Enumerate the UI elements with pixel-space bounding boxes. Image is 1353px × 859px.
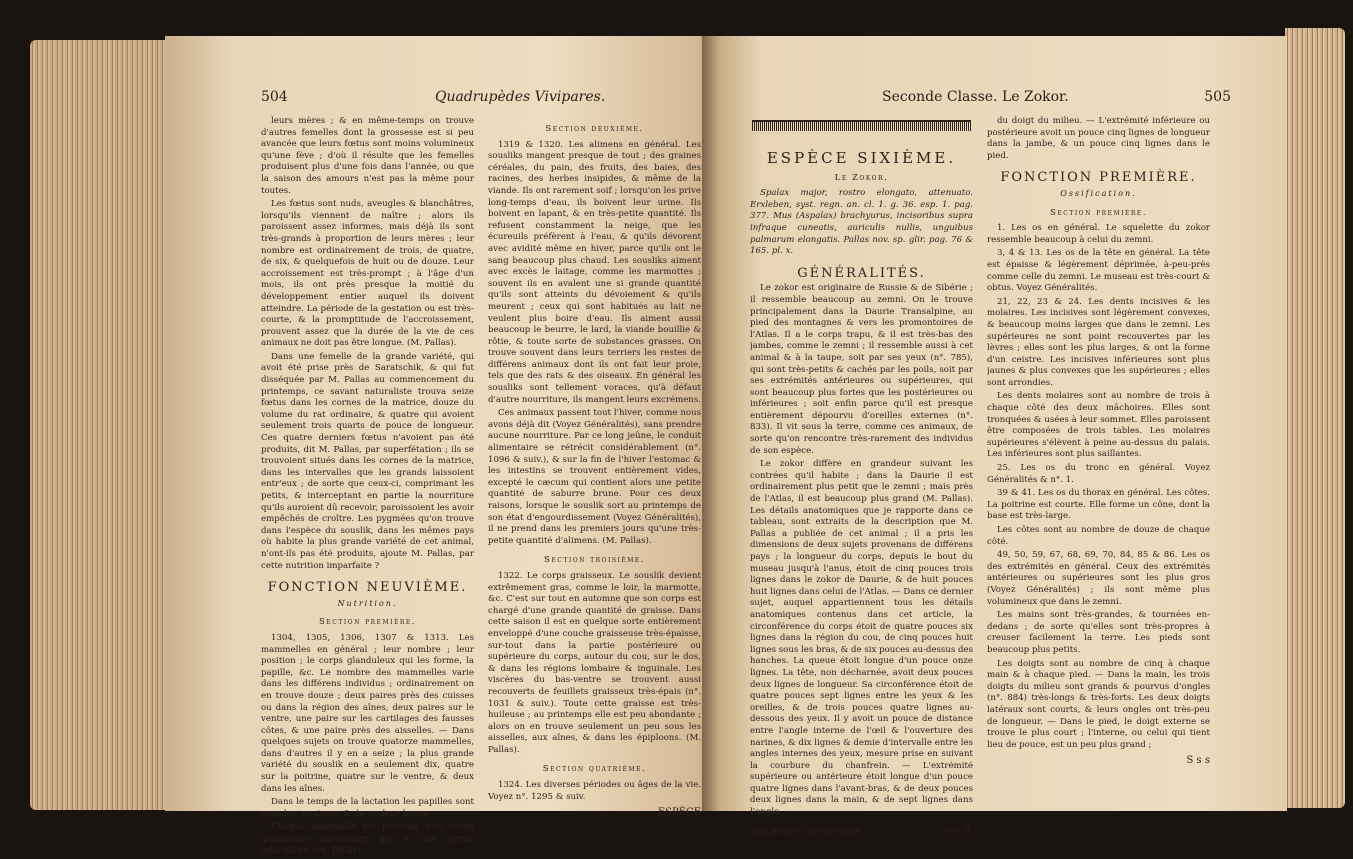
left-column-2 xyxy=(488,116,701,859)
footer-title: Syst. anatom. des Animaux. xyxy=(750,825,863,835)
paragraph: 1. Les os en général. Le squelette du zokor ressemble beaucoup à celui du zemni. xyxy=(987,223,1210,245)
paragraph: Les doigts sont au nombre de cinq à chaque main & à chaque pied. — Dans la main, les trois doigts du milieu sont grands & pourvus d'ongles (n°. 884) très-longs & très-forts. Les deux doigts latéraux sont courts, & leurs ongles ont très-peu de longueur. — Dans le pied, le doigt externe se trouve le plus court ; l'interne, ou celui qui tient lieu de pouce, est un peu plus grand ; xyxy=(987,658,1210,750)
paragraph: Les mains sont très-grandes, & tournées en-dedans ; de sorte qu'elles sont très-propres à creuser facilement la terre. Les pieds sont beaucoup plus petits. xyxy=(987,610,1210,655)
species-heading: ESPÈCE SIXIÈME. xyxy=(766,149,957,167)
function-heading: FONCTION NEUVIÈME. xyxy=(267,580,468,596)
paragraph: 21, 22, 23 & 24. Les dents incisives & les molaires. Les incisives sont légèrement convexes, & beaucoup moins larges que dans le zemni. Les supérieures ne sont point recouvertes par les lèvres ; elles sont les plus larges, & ont la forme d'un ceistre. Les incisives inférieures sont plus jaunes & plus convexes que les supérieures ; elles sont arrondies. xyxy=(987,296,1210,388)
paragraph: 1322. Le corps graisseux. Le souslik devient extrêmement gras, comme le loir, la marmotte, &c. C'est sur tout en automne que son corps est chargé d'une grande quantité de graisse. Dans cette saison il est en quelque sorte entièrement enveloppé d'une couche graisseuse très-épaisse, sur-tout dans la partie postérieure ou supérieure du corps, autour du cou, sur le dos, & dans les régions lombaire & inguinale. Les viscères du bas-ventre se trouvent aussi recouverts de feuillets graisseux très-épais (n°. 1031 & suiv.). Toute cette graisse est très-huileuse ; au printemps elle est peu abondante ; alors on en trouve seulement un peu sous les aisselles, aux aînes, & dans les épiploons. (M. Pallas). xyxy=(488,570,701,755)
paragraph: leurs mères ; & en même-temps on trouve d'autres femelles dont la grossesse est si peu avancée que leurs fœtus sont moins volumineux qu'une fève ; d'où il résulte que les femelles produisent plus d'une fois dans l'année, ou que la saison des amours n'est pas la même pour toutes. xyxy=(261,116,474,196)
paragraph: 1304, 1305, 1306, 1307 & 1313. Les mammelles en général ; leur nombre ; leur position ; le corps glanduleux qui les forme, la papille, &c. Le nombre des mammelles varie dans les différens individus ; ordinairement on en trouve douze ; deux paires près des cuisses ou dans la région des aînes, deux paires sur le ventre, une paire sur les cartilages des fausses côtes, & une paire près des aisselles. — Dans quelques sujets on trouve quatorze mammelles, dans d'autres il y en a seize ; la plus grande variété du souslik en a seulement dix, quatre sur la poitrine, quatre sur le ventre, & deux dans les aînes. xyxy=(261,632,474,794)
paragraph: du doigt du milieu. — L'extrémité inférieure ou postérieure avoit un pouce cinq lignes de longueur dans la jambe, & un pouce cinq lignes dans le pied. xyxy=(987,116,1210,161)
section-heading: Section deuxième. xyxy=(545,124,644,134)
open-book xyxy=(30,18,1345,856)
paragraph: 1324. Les diverses périodes ou âges de la vie. Voyez n°. 1295 & suiv. xyxy=(488,780,701,802)
paragraph: Les côtes sont au nombre de douze de chaque côté. xyxy=(987,525,1210,547)
paragraph: Le zokor diffère en grandeur suivant les contrées qu'il habite ; dans la Daurie il est ordinairement plus petit que le zemni ; mais près de l'Atlas, il est beaucoup plus grand (M. Pallas). Les détails anatomiques que je rapporte dans ce tableau, sont extraits de la description que M. Pallas a publiée de cet animal ; il a pris les dimensions de deux sujets provenans de différens pays ; la longueur du corps, depuis le bout du museau jusqu'à l'anus, étoit de cinq pouces trois lignes dans le zokor de Daurie, & de huit pouces huit lignes dans celui de l'Atlas. — Dans ce dernier sujet, auquel appartiennent tous les détails anatomiques contenus dans cet article, la circonférence du corps étoit de quatre pouces six lignes dans la région du cou, de cinq pouces huit lignes sous les bras, & de six pouces au-dessus des hanches. La queue étoit longue d'un pouce onze lignes. La tête, non décharnée, avoit deux pouces deux lignes de longueur. Sa circonférence étoit de quatre pouces sept lignes entre les yeux & les oreilles, & de trois pouces quatre lignes au-dessous des yeux. Il y avoit un pouce de distance entre l'angle interne de l'œil & l'ouverture des narines, & dix lignes & demie d'intervalle entre les angles internes des yeux, mesure prise en suivant la courbure du chanfrein. — L'extrémité supérieure ou antérieure étoit longue d'un pouce quatre lignes dans l'avant-bras, & de deux pouces deux lignes dans la main, & de sept lignes dans l'ongle xyxy=(750,459,973,818)
page-number-right: 505 xyxy=(1204,89,1231,105)
paragraph: 3, 4 & 13. Les os de la tête en général. La tête est épaisse & légèrement déprimée, à-peu-près comme celle du zemni. Le museau est très-court & obtus. Voyez Généralités. xyxy=(987,248,1210,294)
left-column-1 xyxy=(261,116,474,859)
paragraph: Les fœtus sont nuds, aveugles & blanchâtres, lorsqu'ils viennent de naître ; alors ils paroissent assez informes, mais déjà ils sont très-grands à proportion de leurs mères ; leur nombre est ordinairement de trois, de quatre, de six, & quelquefois de huit ou de douze. Leur accroissement est très-prompt ; à l'âge d'un mois, ils ont près presque la moitié du développement entier auquel ils doivent atteindre. La période de la gestation ou est très-courte, & la promptitude de l'accroissement, prouvent assez que la durée de la vie de ces animaux ne doit pas être longue. (M. Pallas). xyxy=(261,199,474,349)
right-column-1 xyxy=(750,116,973,836)
paragraph: 49, 50, 59, 67, 68, 69, 70, 84, 85 & 86. Les os des extrémités en général. Ceux des extrémités antérieures ou supérieures sont les plus gros (Voyez Généralités) ; ils sont même plus volumineux que dans le zemni. xyxy=(987,550,1210,607)
left-page xyxy=(165,36,720,856)
paragraph: Chaque mammelle est pourvue d'un corps glanduleux particulier, qui a une forme orbiculaire. (M. Pallas). xyxy=(261,822,474,856)
paragraph: 25. Les os du tronc en général. Voyez Généralités & n°. 1. xyxy=(987,463,1210,485)
page-footer xyxy=(750,825,973,837)
right-column-2 xyxy=(987,116,1210,836)
page-number-left: 504 xyxy=(261,89,288,105)
page-stack-left xyxy=(30,40,180,810)
right-columns xyxy=(750,116,1210,836)
paragraph: 39 & 41. Les os du thorax en général. Les côtes. La poitrine est courte. Elle forme un cône, dont la base est très-large. xyxy=(987,488,1210,522)
paragraph: 1319 & 1320. Les alimens en général. Les sousliks mangent presque de tout ; des graines céréales, du pain, des fruits, des baies, des racines, des herbes insipides, & même de la viande. Ils ont rarement soif ; lorsqu'on les prive long-temps d'eau, ils boivent leur urine. Ils boivent en lapant, & en très-petite quantité. Ils refusent constamment la neige, que les écureuils préfèrent à l'eau, & qu'ils dévorent avec avidité même en hiver, parce qu'ils ont le sang beaucoup plus chaud. Les sousliks aiment avec excès le laitage, comme les marmottes ; souvent ils en avalent une si grande quantité qu'ils sont atteints du dévoiement & qu'ils meurent ; ceux qui sont habitués au lait ne veulent plus boire d'eau. Ils aiment aussi beaucoup le beurre, le lard, la viande bouillie & rôtie, & toute sorte de substances grasses. On trouve souvent dans leurs terriers les restes de différens animaux dont ils ont fait leur proie, tels que des rats & des oiseaux. En général les sousliks sont tellement voraces, qu'à défaut d'autre nourriture, ils mangent leurs excrémens. xyxy=(488,139,701,405)
signature-mark: S s s xyxy=(1186,755,1210,767)
page-stack-right xyxy=(1285,28,1345,808)
catchword: ESPÈCE xyxy=(657,807,701,819)
species-name: Le Zokor. xyxy=(834,172,889,183)
section-heading: Section première. xyxy=(318,617,417,628)
synonymy: Spalax major, rostro elongato, attenuato. Erxleben, syst. regn. an. cl. 1. g. 36. esp. 1. pag. 377. Mus (Aspalax) brachyurus, incisoribus supra infraque cuneatis, auriculis nullis, unguibus palmarum elongatis. Pallas nov. sp. glir. pag. 76 & 165. pl. x. xyxy=(750,188,973,257)
right-page xyxy=(702,36,1287,835)
section-heading: Section quatrième. xyxy=(542,764,647,775)
subheading: Nutrition. xyxy=(337,598,398,608)
paragraph: Dans une femelle de la grande variété, qui avoit été prise près de Saratschik, & qui fut disséquée par M. Pallas au commencement du printemps, ce savant naturaliste trouva seize fœtus dans les cornes de la matrice, douze du volume du rat ordinaire, & quatre qui avoient seulement trois quarts de pouce de longueur. Ces quatre derniers fœtus n'avoient pas été produits, dit M. Pallas, par superfétation ; ils se trouvoient situés dans les cornes de la matrice, dans les intervalles que les grands laissoient entr'eux ; de sorte que ceux-ci, comprimant les petits, & interceptant en partie la nourriture qu'ils auroient dû recevoir, paroissoient les avoir empêchés de croître. Les pygmées qu'on trouve dans l'espèce du souslik, dans les mêmes pays où habite la plus grande variété de cet animal, n'ont-ils pas été produits, ajoute M. Pallas, par cette nutrition imparfaite ? xyxy=(261,351,474,571)
paragraph: Dans le temps de la lactation les papilles sont grandes, coniques & de couleur brune. xyxy=(261,797,474,819)
paragraph: Les dents molaires sont au nombre de trois à chaque côté des deux mâchoires. Elles sont tronquées & usées à leur sommet. Elles paroissent être composées de trois tables. Les molaires supérieures s'élèvent à peine au-dessus du palais. Les inférieures sont plus saillantes. xyxy=(987,391,1210,460)
section-heading: Section troisième. xyxy=(543,555,646,566)
subheading: Ossification. xyxy=(1060,188,1137,198)
left-columns xyxy=(261,116,701,859)
decorative-rule xyxy=(752,120,971,131)
running-title-right: Seconde Classe. Le Zokor. xyxy=(882,89,1069,105)
paragraph: Ces animaux passent tout l'hiver, comme nous avons déjà dit (Voyez Généralités), sans prendre aucune nourriture. Par ce long jeûne, le conduit alimentaire se rétrécit considérablement (n°. 1096 & suiv.), & sur la fin de l'hiver l'estomac & les intestins se trouvent entièrement vides, excepté le cæcum qui contient alors une petite quantité de saburre brune. Pour ces deux raisons, lorsque le souslik sort au printemps de son état d'engourdissement (Voyez Généralités), il ne prend dans les premiers jours qu'une très-petite quantité d'alimens. (M. Pallas). xyxy=(488,408,701,546)
footer-tome: Tom. II. xyxy=(941,825,973,835)
generalites-heading: GÉNÉRALITÉS. xyxy=(797,265,926,281)
paragraph: Le zokor est originaire de Russie & de Sibérie ; il ressemble beaucoup au zemni. On le trouve principalement dans la Daurie Transalpine, au pied des montagnes & vers les promontoires de l'Atlas. Il a le corps trapu, & il est très-bas des jambes, comme le zemni ; il ressemble aussi à cet animal & à la taupe, soit par ses yeux (n°. 785), qui sont très-petits & cachés par les poils, soit par ses extrémités antérieures ou supérieures, qui sont beaucoup plus fortes que les postérieures ou inférieures ; soit enfin parce qu'il est presque entièrement dépourvu d'oreilles externes (n°. 833). Il vit sous la terre, comme ces animaux, de sorte qu'on rencontre très-rarement des individus de son espèce. xyxy=(750,283,973,456)
running-title-left: Quadrupèdes Vivipares. xyxy=(435,89,606,105)
section-heading: Section première. xyxy=(1049,207,1148,218)
function-heading: FONCTION PREMIÈRE. xyxy=(1000,170,1197,186)
